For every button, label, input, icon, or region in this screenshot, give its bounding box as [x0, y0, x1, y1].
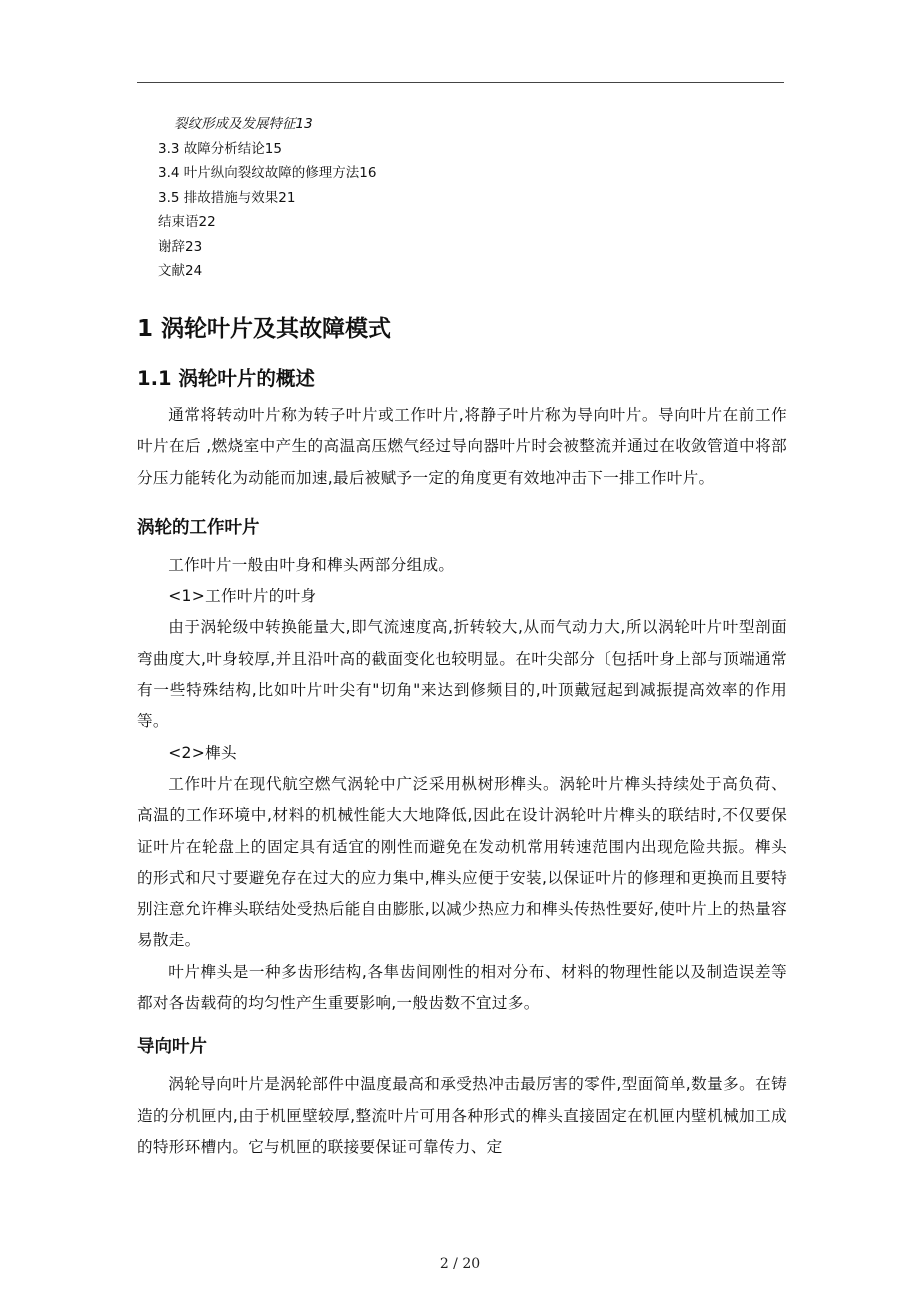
- subsection-title-working-blade: 涡轮的工作叶片: [137, 517, 260, 538]
- body-paragraph: 由于涡轮级中转换能量大,即气流速度高,折转较大,从而气动力大,所以涡轮叶片叶型剖面弯曲度大,叶身较厚,并且沿叶高的截面变化也较明显。在叶尖部分〔包括叶身上部与顶端通常有一些特殊结构,比如叶片叶尖有"切角"来达到修频目的,叶顶戴冠起到减振提高效率的作用等。: [137, 618, 787, 731]
- toc-item[interactable]: 结束语22: [158, 214, 216, 230]
- body-paragraph: 工作叶片一般由叶身和榫头两部分组成。: [168, 555, 455, 574]
- page-number: 2 / 20: [439, 1256, 481, 1272]
- body-paragraph: <2>榫头: [168, 743, 237, 762]
- body-paragraph: <1>工作叶片的叶身: [168, 587, 317, 606]
- intro-paragraph: 通常将转动叶片称为转子叶片或工作叶片,将静子叶片称为导向叶片。导向叶片在前工作叶片在后 ,燃烧室中产生的高温高压燃气经过导向器叶片时会被整流并通过在收敛管道中将部分压力能转化为动能而加速,最后被赋予一定的角度更有效地冲击下一排工作叶片。: [137, 406, 787, 487]
- toc-item[interactable]: 谢辞23: [158, 238, 203, 255]
- toc-item[interactable]: 3.4 叶片纵向裂纹故障的修理方法16: [158, 165, 377, 181]
- document-body: [137, 306, 787, 1163]
- body-paragraph: 工作叶片在现代航空燃气涡轮中广泛采用枞树形榫头。涡轮叶片榫头持续处于高负荷、高温的工作环境中,材料的机械性能大大地降低,因此在设计涡轮叶片榫头的联结时,不仅要保证叶片在轮盘上的固定具有适宜的刚性而避免在发动机常用转速范围内出现危险共振。榫头的形式和尺寸要避免存在过大的应力集中,榫头应便于安装,以保证叶片的修理和更换而且要特别注意允许榫头联结处受热后能自由膨胀,以减少热应力和榫头传热性要好,使叶片上的热量容易散走。: [137, 774, 787, 950]
- header-rule: [137, 82, 784, 83]
- guide-paragraph: 涡轮导向叶片是涡轮部件中温度最高和承受热冲击最厉害的零件,型面简单,数量多。在铸造的分机匣内,由于机匣壁较厚,整流叶片可用各种形式的榫头直接固定在机匣内壁机械加工成的特形环槽内。它与机匣的联接要保证可靠传力、定: [137, 1075, 787, 1156]
- toc-item[interactable]: 裂纹形成及发展特征13: [174, 116, 313, 132]
- toc-item[interactable]: 3.3 故障分析结论15: [158, 140, 282, 157]
- toc-item[interactable]: 3.5 排故措施与效果21: [158, 189, 296, 206]
- toc-item[interactable]: 文献24: [158, 263, 203, 279]
- section-title: 1.1 涡轮叶片的概述: [137, 367, 315, 390]
- body-paragraph: 叶片榫头是一种多齿形结构,各隼齿间刚性的相对分布、材料的物理性能以及制造误差等都对各齿载荷的均匀性产生重要影响,一般齿数不宜过多。: [137, 962, 787, 1013]
- subsection-title-guide-vane: 导向叶片: [137, 1037, 207, 1058]
- table-of-contents: [158, 112, 758, 284]
- chapter-title: 1 涡轮叶片及其故障模式: [137, 316, 392, 342]
